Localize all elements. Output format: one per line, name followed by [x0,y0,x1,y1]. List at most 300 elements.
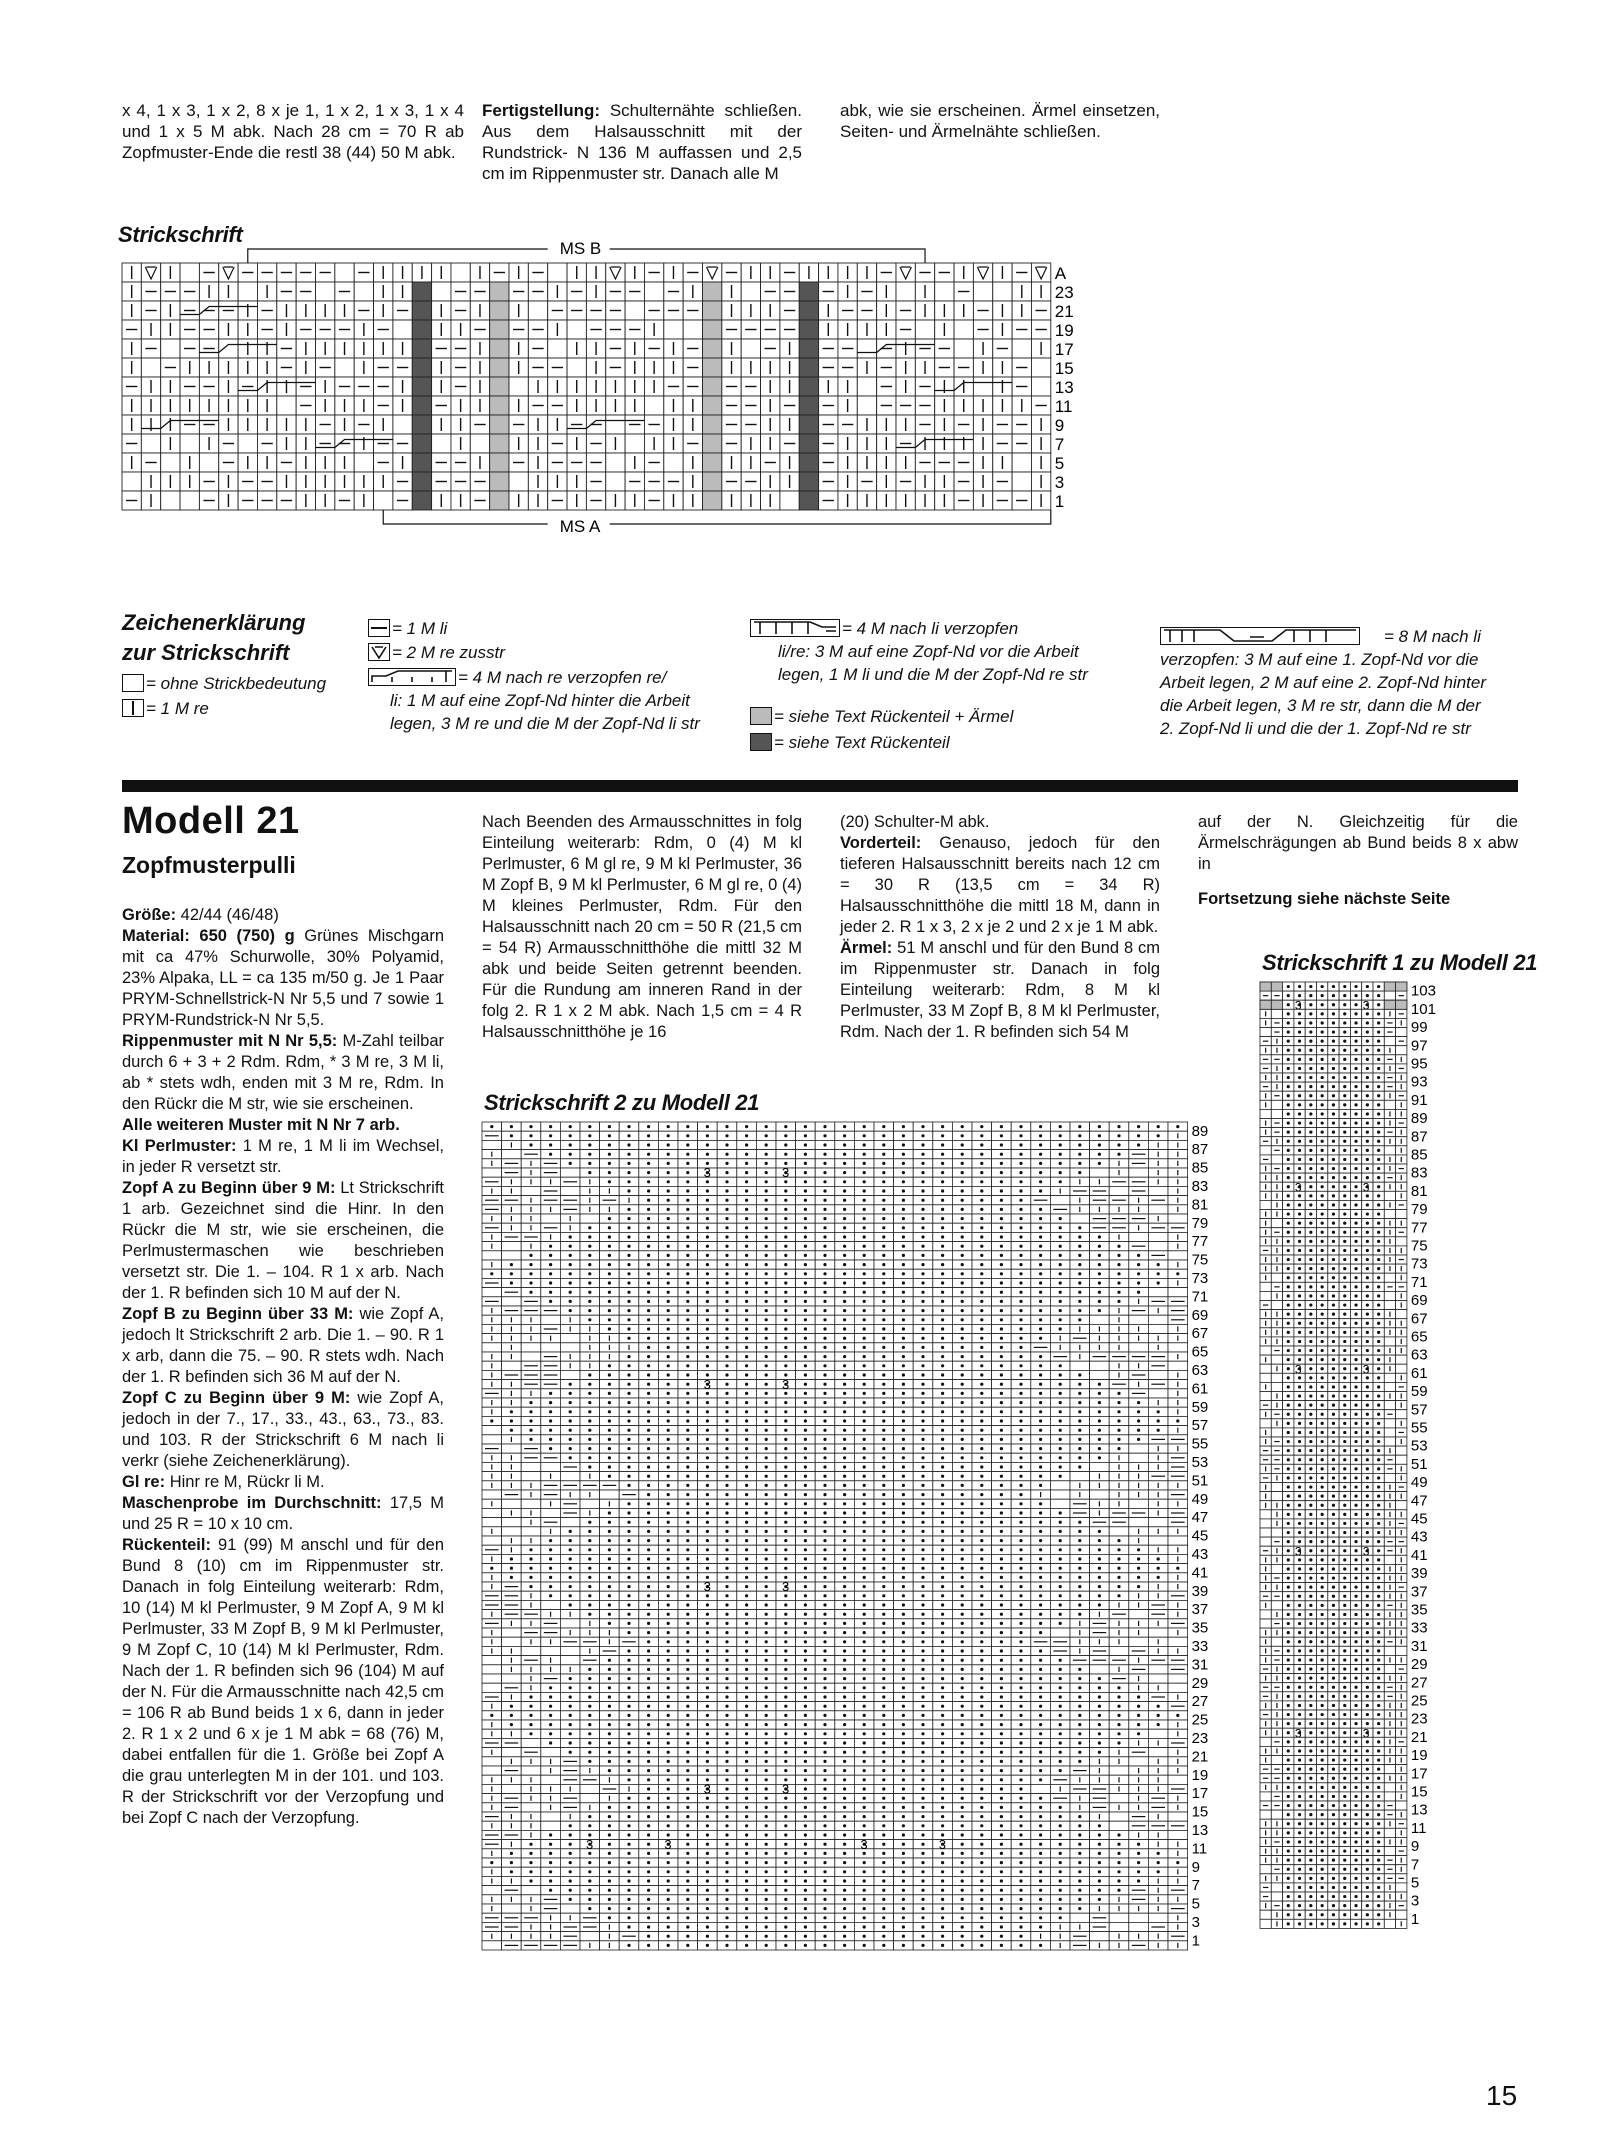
chart2-dot-mark [1039,1567,1042,1570]
chart2-dot-mark [941,1125,944,1128]
chart2-dot-mark [686,1383,689,1386]
column-a-text: 17,5 M und 25 R = 10 x 10 cm. [122,1494,444,1533]
chart2-dot-mark [902,1576,905,1579]
chart2-dot-mark [1098,1567,1101,1570]
chart2-dot-mark [1078,1281,1081,1284]
chart2-dot-mark [941,1180,944,1183]
chart2-dot-mark [569,1557,572,1560]
chart2-dot-mark [647,1484,650,1487]
chart2-dot-mark [902,1456,905,1459]
chart2-dot-mark [627,1272,630,1275]
legend-knit [122,697,209,720]
chart2-dot-mark [1059,1180,1062,1183]
chart2-dot-mark [745,1272,748,1275]
chart2-dot-mark [745,1300,748,1303]
chart2-dot-mark [1039,1557,1042,1560]
chart2-dot-mark [980,1410,983,1413]
chart2-dot-mark [863,1392,866,1395]
chart2-dot-mark [1039,1475,1042,1478]
chart2-dot-mark [784,1447,787,1450]
chart-cell [799,339,818,358]
chart2-dot-mark [745,1548,748,1551]
chart2-dot-mark [588,1530,591,1533]
chart2-dot-mark [725,1337,728,1340]
chart2-dot-mark [941,1383,944,1386]
chart2-dot-mark [784,1235,787,1238]
chart2-dot-mark [863,1511,866,1514]
chart2-dot-mark [823,1521,826,1524]
chart2-dot-mark [510,1134,513,1137]
chart2-dot-mark [667,1245,670,1248]
chart2-dot-mark [784,1410,787,1413]
chart2-dot-mark [1059,1226,1062,1229]
chart2-dot-mark [647,1530,650,1533]
chart2-dot-mark [608,1318,611,1321]
chart2-dot-mark [686,1438,689,1441]
chart2-dot-mark [647,1438,650,1441]
chart2-dot-mark [1039,1447,1042,1450]
chart2-cell [1148,1389,1168,1398]
chart2-dot-mark [745,1521,748,1524]
chart2-dot-mark [765,1125,768,1128]
chart2-dot-mark [921,1180,924,1183]
chart2-dot-mark [1039,1337,1042,1340]
chart2-cell [1129,1499,1149,1508]
chart2-dot-mark [608,1254,611,1257]
chart2-dot-mark [1039,1576,1042,1579]
chart2-dot-mark [1000,1245,1003,1248]
chart2-dot-mark [823,1217,826,1220]
continued-note: Fortsetzung siehe nächste Seite [1198,890,1451,908]
chart2-dot-mark [706,1364,709,1367]
chart2-dot-mark [608,1511,611,1514]
chart2-dot-mark [784,1291,787,1294]
chart-cell [219,339,238,358]
chart2-cell [1129,1315,1149,1324]
chart2-dot-mark [941,1153,944,1156]
chart2-dot-mark [784,1603,787,1606]
chart2-dot-mark [745,1557,748,1560]
chart2-dot-mark [1176,1567,1179,1570]
chart2-dot-mark [608,1447,611,1450]
chart2-dot-mark [961,1134,964,1137]
chart-cell [354,282,373,301]
top-text-col2 [482,100,802,184]
chart2-dot-mark [745,1392,748,1395]
instructions-column-d [1198,812,1518,910]
chart2-dot-mark [902,1125,905,1128]
chart2-dot-mark [765,1465,768,1468]
chart2-dot-mark [961,1521,964,1524]
chart-cell [1031,358,1050,377]
chart2-cell [1148,1205,1168,1214]
chart2-dot-mark [843,1309,846,1312]
chart2-dot-mark [823,1530,826,1533]
chart2-dot-mark [686,1337,689,1340]
chart2-dot-mark [588,1410,591,1413]
chart2-dot-mark [1019,1281,1022,1284]
chart-cell [703,453,722,472]
chart2-dot-mark [804,1134,807,1137]
chart2-dot-mark [1078,1134,1081,1137]
chart2-dot-mark [902,1557,905,1560]
chart-cell [490,301,509,320]
chart2-dot-mark [882,1419,885,1422]
finishing-text: Schulternähte schließen. Aus dem Halsausschnitt mit der Rundstrick- N 136 M auffassen und 2,5 cm im Rippenmuster str. Danach alle M [482,101,802,183]
chart2-dot-mark [823,1511,826,1514]
chart-cell [490,491,509,510]
chart2-grid [482,1122,1188,1950]
chart2-dot-mark [608,1364,611,1367]
chart2-dot-mark [1098,1438,1101,1441]
chart2-dot-mark [588,1373,591,1376]
chart2-dot-mark [529,1263,532,1266]
chart2-dot-mark [1019,1548,1022,1551]
chart2-dot-mark [921,1603,924,1606]
chart2-dot-mark [843,1171,846,1174]
chart2-dot-mark [647,1318,650,1321]
chart2-dot-mark [1000,1456,1003,1459]
chart2-dot-mark [1078,1585,1081,1588]
chart2-dot-mark [961,1530,964,1533]
chart2-dot-mark [647,1217,650,1220]
chart2-dot-mark [804,1180,807,1183]
chart2-dot-mark [804,1208,807,1211]
chart2-dot-mark [686,1254,689,1257]
legend-k2tog [368,641,505,664]
chart2-dot-mark [608,1603,611,1606]
chart2-dot-mark [1019,1171,1022,1174]
column-a-text: 42/44 (46/48) [176,906,279,924]
chart2-dot-mark [667,1511,670,1514]
chart2-dot-mark [1059,1594,1062,1597]
chart2-dot-mark [1019,1355,1022,1358]
instructions-column-b [482,812,802,1043]
chart2-dot-mark [1000,1401,1003,1404]
chart2-dot-mark [667,1603,670,1606]
row-label: 15 [1054,359,1074,378]
chart2-dot-mark [745,1567,748,1570]
chart2-cell [560,1343,580,1352]
chart2-dot-mark [921,1557,924,1560]
chart2-dot-mark [1000,1410,1003,1413]
chart2-dot-mark [980,1281,983,1284]
chart2-dot-mark [1019,1337,1022,1340]
chart2-dot-mark [1059,1438,1062,1441]
chart2-dot-mark [882,1401,885,1404]
chart2-dot-mark [529,1419,532,1422]
chart-cell [625,301,644,320]
chart2-dot-mark [921,1530,924,1533]
chart2-dot-mark [1019,1134,1022,1137]
chart2-dot-mark [1078,1162,1081,1165]
chart-cell [799,301,818,320]
chart2-dot-mark [667,1355,670,1358]
chart2-dot-mark [1039,1235,1042,1238]
chart2-dot-mark [667,1162,670,1165]
chart2-dot-mark [863,1530,866,1533]
chart2-dot-mark [863,1594,866,1597]
chart2-cell [1129,1444,1149,1453]
chart2-dot-mark [745,1419,748,1422]
chart2-dot-mark [882,1217,885,1220]
chart-cell [915,320,934,339]
chart2-dot-mark [1000,1511,1003,1514]
chart2-cell [1109,1527,1129,1536]
chart2-dot-mark [823,1548,826,1551]
chart2-dot-mark [1019,1199,1022,1202]
chart2-cell [560,1334,580,1343]
chart2-dot-mark [627,1530,630,1533]
chart2-dot-mark [1059,1530,1062,1533]
chart2-dot-mark [1117,1281,1120,1284]
chart2-dot-mark [1019,1456,1022,1459]
chart2-dot-mark [843,1585,846,1588]
chart2-dot-mark [823,1125,826,1128]
legend-grey-light-text: = siehe Text Rückenteil + Ärmel [774,707,1014,726]
chart2-dot-mark [902,1465,905,1468]
chart2-dot-mark [686,1189,689,1192]
chart2-dot-mark [706,1337,709,1340]
chart2-dot-mark [863,1208,866,1211]
chart2-dot-mark [1039,1373,1042,1376]
chart2-cell [482,1343,502,1352]
chart2-dot-mark [1019,1502,1022,1505]
chart2-dot-mark [784,1281,787,1284]
chart2-dot-mark [1019,1245,1022,1248]
chart2-dot-mark [569,1401,572,1404]
chart2-dot-mark [588,1162,591,1165]
chart-cell [412,282,431,301]
chart2-dot-mark [667,1493,670,1496]
chart-cell [741,339,760,358]
chart2-dot-mark [1019,1603,1022,1606]
chart2-dot-mark [549,1594,552,1597]
chart2-cell [1050,1499,1070,1508]
chart2-dot-mark [1059,1383,1062,1386]
chart2-dot-mark [667,1419,670,1422]
chart2-dot-mark [765,1447,768,1450]
chart2-dot-mark [1098,1392,1101,1395]
chart2-dot-mark [902,1502,905,1505]
chart2-dot-mark [745,1226,748,1229]
chart2-dot-mark [1078,1548,1081,1551]
chart2-dot-mark [627,1125,630,1128]
row-label: 5 [1054,454,1065,473]
column-a-paragraph [122,1115,444,1136]
front-label: Vorderteil: [840,834,922,852]
chart2-dot-mark [647,1502,650,1505]
chart2-dot-mark [823,1189,826,1192]
chart2-dot-mark [725,1153,728,1156]
legend-grey-dark [750,731,950,754]
chart2-dot-mark [1039,1254,1042,1257]
chart2-dot-mark [765,1567,768,1570]
chart2-dot-mark [921,1346,924,1349]
chart2-dot-mark [490,1272,493,1275]
chart2-dot-mark [588,1576,591,1579]
chart2-dot-mark [1000,1502,1003,1505]
chart2-dot-mark [941,1364,944,1367]
chart2-dot-mark [627,1355,630,1358]
chart2-cell [1090,1490,1110,1499]
chart2-dot-mark [784,1263,787,1266]
chart2-dot-mark [882,1208,885,1211]
chart2-dot-mark [1000,1327,1003,1330]
chart2-cell [1129,1232,1149,1241]
chart2-dot-mark [961,1226,964,1229]
row-label: 23 [1054,283,1074,302]
chart2-dot-mark [569,1272,572,1275]
chart2-dot-mark [863,1585,866,1588]
model-subtitle: Zopfmusterpulli [122,852,296,878]
chart2-dot-mark [1000,1226,1003,1229]
chart2-dot-mark [902,1438,905,1441]
chart2-dot-mark [804,1171,807,1174]
chart2-dot-mark [1059,1419,1062,1422]
chart2-dot-mark [980,1189,983,1192]
chart2-dot-mark [882,1171,885,1174]
chart2-dot-mark [608,1309,611,1312]
chart2-dot-mark [706,1521,709,1524]
chart2-dot-mark [1137,1134,1140,1137]
chart2-dot-mark [921,1337,924,1340]
chart2-dot-mark [647,1567,650,1570]
chart2-dot-mark [725,1576,728,1579]
row-label: 7 [1054,435,1065,454]
chart2-dot-mark [823,1465,826,1468]
chart2-dot-mark [706,1263,709,1266]
chart2-dot-mark [921,1125,924,1128]
chart2-dot-mark [588,1245,591,1248]
chart2-dot-mark [902,1373,905,1376]
chart-cell [1012,339,1031,358]
chart2-dot-mark [863,1300,866,1303]
chart2-dot-mark [667,1383,670,1386]
column-a-paragraph [122,1136,444,1178]
chart2-dot-mark [627,1567,630,1570]
chart2-dot-mark [588,1263,591,1266]
chart2-dot-mark [1117,1585,1120,1588]
chart2-dot-mark [549,1557,552,1560]
chart2-dot-mark [706,1603,709,1606]
chart2-dot-mark [804,1502,807,1505]
chart2-dot-mark [608,1180,611,1183]
chart2-dot-mark [725,1465,728,1468]
chart2-dot-mark [921,1567,924,1570]
chart2-dot-mark [882,1355,885,1358]
chart2-dot-mark [765,1180,768,1183]
chart2-dot-mark [765,1254,768,1257]
section-divider [122,780,1518,792]
chart2-dot-mark [804,1272,807,1275]
chart2-dot-mark [1039,1383,1042,1386]
chart2-dot-mark [804,1373,807,1376]
chart-cell [412,434,431,453]
chart2-dot-mark [608,1245,611,1248]
chart2-dot-mark [1098,1272,1101,1275]
column-a-paragraph [122,1031,444,1115]
chart2-dot-mark [921,1585,924,1588]
chart2-dot-mark [804,1392,807,1395]
chart2-dot-mark [686,1447,689,1450]
chart2-dot-mark [765,1603,768,1606]
chart2-dot-mark [569,1392,572,1395]
chart2-cell [541,1508,561,1517]
chart-cell [412,396,431,415]
chart2-dot-mark [647,1254,650,1257]
chart2-dot-mark [1059,1327,1062,1330]
chart2-dot-mark [902,1291,905,1294]
chart2-dot-mark [921,1355,924,1358]
chart2-dot-mark [608,1171,611,1174]
chart2-dot-mark [706,1567,709,1570]
chart2-dot-mark [745,1337,748,1340]
chart2-dot-mark [784,1272,787,1275]
chart2-dot-mark [843,1502,846,1505]
chart2-dot-mark [549,1419,552,1422]
chart2-dot-mark [608,1300,611,1303]
row-label: 9 [1054,416,1065,435]
chart2-dot-mark [863,1410,866,1413]
chart2-dot-mark [921,1272,924,1275]
chart2-dot-mark [980,1511,983,1514]
chart2-dot-mark [745,1153,748,1156]
chart2-dot-mark [863,1134,866,1137]
chart-cell [799,415,818,434]
chart-cell [703,339,722,358]
chart2-dot-mark [1059,1125,1062,1128]
purl-stitch-icon [368,619,390,637]
chart2-dot-mark [921,1401,924,1404]
chart2-dot-mark [843,1401,846,1404]
chart2-dot-mark [784,1548,787,1551]
chart2-dot-mark [902,1410,905,1413]
chart2-dot-mark [823,1134,826,1137]
chart2-dot-mark [745,1327,748,1330]
chart2-dot-mark [1000,1438,1003,1441]
chart2-dot-mark [1059,1456,1062,1459]
chart2-dot-mark [725,1180,728,1183]
chart2-dot-mark [863,1539,866,1542]
chart2-dot-mark [686,1245,689,1248]
chart2-cell [502,1361,522,1370]
chart-cell [703,491,722,510]
chart2-dot-mark [1000,1594,1003,1597]
chart2-dot-mark [863,1162,866,1165]
chart2-dot-mark [706,1438,709,1441]
legend-cable4r-line3: legen, 3 M re und die M der Zopf-Nd li str [390,714,700,733]
chart-cell [780,491,799,510]
chart2-dot-mark [1019,1327,1022,1330]
chart2-dot-mark [804,1318,807,1321]
chart2-dot-mark [823,1291,826,1294]
chart-cell [432,434,451,453]
chart2-dot-mark [549,1263,552,1266]
chart2-dot-mark [765,1484,768,1487]
chart2-dot-mark [1019,1576,1022,1579]
chart2-dot-mark [706,1539,709,1542]
column-d-paragraph: auf der N. Gleichzeitig für die Ärmelschrägungen ab Bund beids 8 x abw in [1198,813,1518,873]
chart2-dot-mark [941,1548,944,1551]
chart2-dot-mark [804,1254,807,1257]
chart2-dot-mark [784,1401,787,1404]
chart-cell [954,320,973,339]
chart2-dot-mark [608,1134,611,1137]
chart2-dot-mark [823,1171,826,1174]
chart2-dot-mark [765,1143,768,1146]
chart2-dot-mark [725,1291,728,1294]
